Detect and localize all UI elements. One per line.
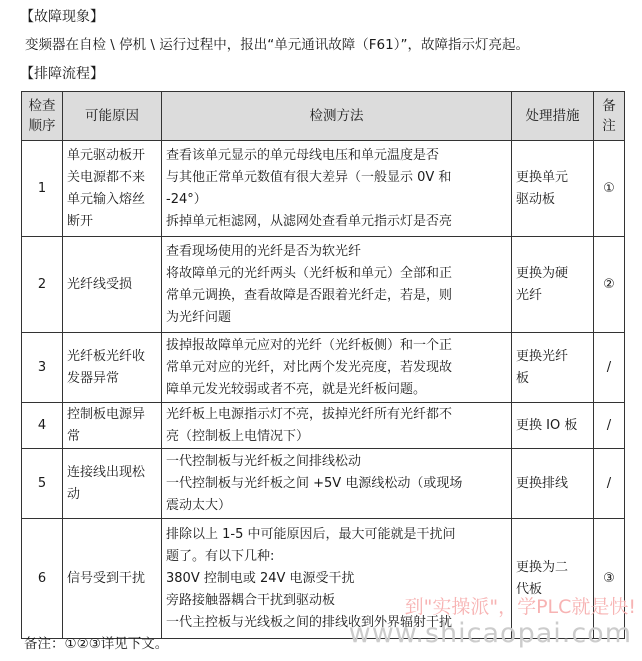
cell-action-line: 驱动板 [516, 191, 556, 207]
cell-cause-line: 动 [67, 486, 81, 502]
cell-method-line: 将故障单元的光纤两头（光纤板和单元）全部和正 [166, 265, 453, 281]
cell-method-line: 震动太大） [166, 497, 232, 513]
cell-method-line: 障单元发光较弱或者不亮，就是光纤板问题。 [166, 381, 427, 397]
cell-note: / [594, 449, 625, 519]
symptom-description: 变频器在自检 \ 停机 \ 运行过程中，报出“单元通讯故障（F61）”，故障指示灯亮起。 [25, 37, 529, 53]
cell-method [162, 333, 512, 403]
cell-cause-line: 发器异常 [67, 370, 120, 386]
header-action: 处理措施 [512, 92, 594, 141]
cell-method-line: -24°） [166, 191, 207, 207]
cell-cause [63, 449, 162, 519]
cell-method [162, 141, 512, 237]
cell-action [512, 449, 594, 519]
cell-cause [63, 141, 162, 237]
cell-action-line: 更换为二 [516, 559, 569, 575]
cell-method-line: 380V 控制电或 24V 电源受干扰 [166, 570, 355, 586]
troubleshooting-table [21, 91, 625, 639]
cell-method-line: 光纤板上电源指示灯不亮，拔掉光纤所有光纤都不 [166, 406, 453, 422]
cell-method-line: 题了。有以下几种: [166, 548, 275, 564]
cell-note: ② [594, 237, 625, 333]
cell-cause-line: 常 [67, 428, 81, 444]
cell-action [512, 333, 594, 403]
cell-note: / [594, 403, 625, 449]
cell-cause-line: 光纤线受损 [67, 276, 133, 292]
cell-cause-line: 单元驱动板开 [67, 147, 146, 163]
cell-cause-line: 光纤板光纤收 [67, 348, 146, 364]
cell-method-line: 查看现场使用的光纤是否为软光纤 [166, 243, 362, 259]
cell-cause [63, 403, 162, 449]
table-row [22, 403, 625, 449]
cell-cause [63, 333, 162, 403]
cell-cause-line: 断开 [67, 213, 94, 229]
cell-method-line: 旁路接触器耦合干扰到驱动板 [166, 592, 336, 608]
cell-action [512, 403, 594, 449]
cell-method [162, 237, 512, 333]
cell-method [162, 449, 512, 519]
cell-note: / [594, 333, 625, 403]
cell-seq: 4 [22, 403, 63, 449]
cell-action-line: 更换为硬 [516, 265, 569, 281]
cell-cause-line: 信号受到干扰 [67, 570, 146, 586]
cell-cause-line: 连接线出现松 [67, 464, 146, 480]
table-row [22, 333, 625, 403]
footnote: 备注：①②③详见下文。 [24, 636, 169, 652]
cell-method-line: 常单元对应的光纤，对比两个发光亮度，若发现故 [166, 359, 453, 375]
cell-cause [63, 519, 162, 639]
cell-cause [63, 237, 162, 333]
cell-action-line: 更换光纤 [516, 348, 569, 364]
cell-method [162, 403, 512, 449]
section-heading-symptom: 【故障现象】 [20, 9, 104, 25]
table-header-row [22, 92, 625, 141]
cell-action-line: 光纤 [516, 287, 543, 303]
cell-seq: 3 [22, 333, 63, 403]
cell-cause-line: 控制板电源异 [67, 406, 146, 422]
cell-method-line: 查看该单元显示的单元母线电压和单元温度是否 [166, 147, 440, 163]
cell-seq: 6 [22, 519, 63, 639]
cell-method-line: 拔掉报故障单元应对的光纤（光纤板侧）和一个正 [166, 337, 453, 353]
cell-method-line: 亮（控制板上电情况下） [166, 428, 310, 444]
cell-method-line: 一代控制板与光纤板之间 +5V 电源线松动（或现场 [166, 475, 463, 491]
watermark-url: www.shicaopai.com [348, 618, 632, 649]
cell-method-line: 常单元调换，查看故障是否跟着光纤走，若是，则 [166, 287, 453, 303]
cell-action-line: 更换 IO 板 [516, 417, 578, 433]
cell-action-line: 板 [516, 370, 530, 386]
header-seq: 检查 顺序 [22, 92, 63, 141]
cell-cause-line: 单元输入熔丝 [67, 191, 146, 207]
watermark-slogan: 到"实操派"，学PLC就是快! [404, 596, 636, 618]
cell-note: ① [594, 141, 625, 237]
cell-action [512, 237, 594, 333]
cell-method-line: 排除以上 1-5 中可能原因后，最大可能就是干扰问 [166, 526, 456, 542]
cell-action-line: 更换排线 [516, 475, 569, 491]
table-row [22, 237, 625, 333]
header-method: 检测方法 [162, 92, 512, 141]
cell-method-line: 与其他正常单元数值有很大差异（一般显示 0V 和 [166, 169, 452, 185]
section-heading-procedure: 【排障流程】 [20, 66, 104, 82]
table-row [22, 449, 625, 519]
cell-method-line: 一代主控板与光线板之间的排线收到外界辐射干扰 [166, 614, 453, 630]
cell-cause-line: 关电源都不来 [67, 169, 146, 185]
header-cause: 可能原因 [63, 92, 162, 141]
cell-method-line: 拆掉单元柜滤网，从滤网处查看单元指示灯是否亮 [166, 213, 453, 229]
cell-seq: 1 [22, 141, 63, 237]
cell-seq: 2 [22, 237, 63, 333]
header-note: 备 注 [594, 92, 625, 141]
cell-seq: 5 [22, 449, 63, 519]
table-row [22, 141, 625, 237]
cell-action [512, 141, 594, 237]
cell-method-line: 一代控制板与光纤板之间排线松动 [166, 453, 362, 469]
cell-action-line: 更换单元 [516, 169, 569, 185]
cell-action-line: 代板 [516, 581, 543, 597]
cell-note: ③ [594, 519, 625, 639]
cell-method-line: 为光纤问题 [166, 309, 232, 325]
